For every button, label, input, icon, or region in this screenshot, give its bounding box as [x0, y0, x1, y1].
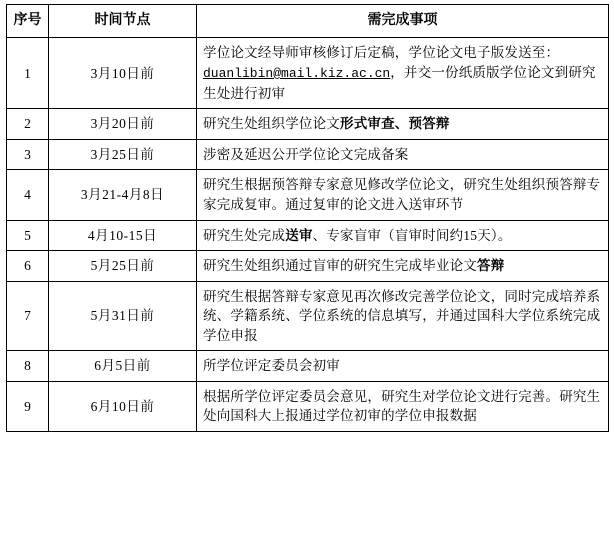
cell-task-description — [197, 139, 609, 170]
cell-sequence-number: 2 — [7, 109, 49, 140]
task-text: 学位论文经导师审核修订后定稿，学位论文电子版发送至： — [203, 45, 560, 61]
cell-sequence-number: 4 — [7, 170, 49, 220]
cell-deadline: 4月10-15日 — [49, 220, 197, 251]
column-header-date: 时间节点 — [49, 5, 197, 38]
task-emphasis: 送审 — [285, 227, 313, 243]
cell-task-description — [197, 109, 609, 140]
column-header-no: 序号 — [7, 5, 49, 38]
table-row — [7, 220, 609, 251]
cell-task-description — [197, 381, 609, 431]
table-row — [7, 109, 609, 140]
task-text: 涉密及延迟公开学位论文完成备案 — [203, 146, 409, 162]
cell-task-description — [197, 38, 609, 109]
task-text: 研究生处组织学位论文 — [203, 116, 340, 132]
cell-task-description — [197, 170, 609, 220]
cell-sequence-number: 7 — [7, 281, 49, 351]
cell-sequence-number: 9 — [7, 381, 49, 431]
table-row — [7, 139, 609, 170]
task-text: 根据所学位评定委员会意见，研究生对学位论文进行完善。研究生处向国科大上报通过学位初审的学位申报数据 — [203, 388, 601, 424]
cell-sequence-number: 1 — [7, 38, 49, 109]
table-row — [7, 381, 609, 431]
cell-deadline: 3月10日前 — [49, 38, 197, 109]
email-link[interactable]: duanlibin@mail.kiz.ac.cn — [203, 65, 391, 81]
cell-deadline: 3月20日前 — [49, 109, 197, 140]
cell-task-description — [197, 220, 609, 251]
cell-deadline: 6月10日前 — [49, 381, 197, 431]
column-header-task: 需完成事项 — [197, 5, 609, 38]
table-row — [7, 251, 609, 282]
table-body — [7, 38, 609, 432]
cell-sequence-number: 8 — [7, 351, 49, 382]
cell-task-description — [197, 251, 609, 282]
table-row — [7, 38, 609, 109]
cell-deadline: 3月25日前 — [49, 139, 197, 170]
schedule-table — [6, 4, 609, 432]
cell-sequence-number: 6 — [7, 251, 49, 282]
task-text: 研究生处组织通过盲审的研究生完成毕业论文 — [203, 258, 477, 274]
task-text: 研究生处完成 — [203, 227, 286, 243]
table-header-row — [7, 5, 609, 38]
cell-deadline: 5月25日前 — [49, 251, 197, 282]
table-row — [7, 351, 609, 382]
task-text: 所学位评定委员会初审 — [203, 358, 340, 374]
task-emphasis: 答辩 — [477, 258, 505, 274]
cell-task-description — [197, 281, 609, 351]
cell-deadline: 5月31日前 — [49, 281, 197, 351]
table-row — [7, 170, 609, 220]
task-text: ，并交一份纸质版学位论文到研究生处进行初审 — [203, 64, 596, 101]
task-text: 研究生根据预答辩专家意见修改学位论文，研究生处组织预答辩专家完成复审。通过复审的论文进入送审环节 — [203, 177, 601, 212]
cell-task-description — [197, 351, 609, 382]
cell-deadline: 6月5日前 — [49, 351, 197, 382]
cell-deadline: 3月21-4月8日 — [49, 170, 197, 220]
table-row — [7, 281, 609, 351]
cell-sequence-number: 5 — [7, 220, 49, 251]
task-text: 研究生根据答辩专家意见再次修改完善学位论文，同时完成培养系统、学籍系统、学位系统的信息填写，并通过国科大学位系统完成学位申报 — [203, 288, 601, 343]
task-emphasis: 形式审查、预答辩 — [340, 116, 450, 132]
cell-sequence-number: 3 — [7, 139, 49, 170]
task-text: 、专家盲审（盲审时间约15天）。 — [312, 227, 512, 243]
table-header — [7, 5, 609, 38]
